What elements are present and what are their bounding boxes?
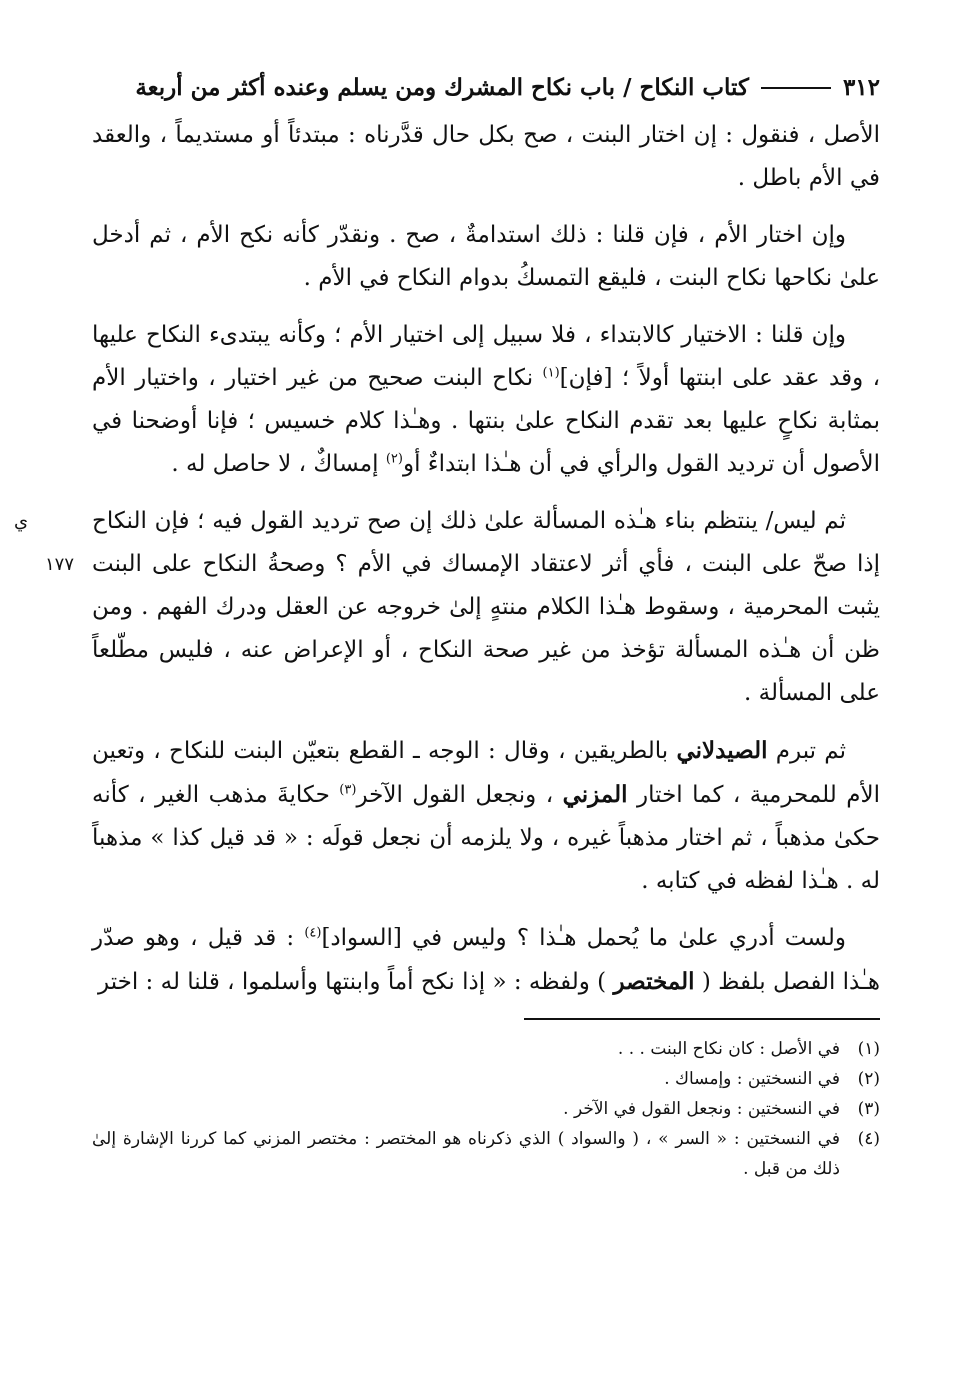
paragraph-text: ولست أدري علىٰ ما يُحمل هـٰذا ؟ وليس في [السواد]	[321, 925, 846, 951]
footnote-ref-2: (٢)	[385, 451, 403, 467]
book-page	[14, 74, 881, 1184]
footnote-separator	[524, 1018, 880, 1020]
footnote-number: (٢)	[857, 1069, 880, 1089]
footnote-text: في النسختين : « السر » ، ( والسواد ) الذي ذكرناه هو المختصر : مختصر المزني كما كررنا الإشارة إلىٰ ذلك من قبل .	[92, 1129, 840, 1179]
paragraph-text: وإن قلنا : الاختيار كالابتداء ، فلا سبيل إلى اختيار الأم ؛ وكأنه يبتدىء النكاح عليها ، وقد عقد على ابنتها أولاً ؛ [فإن]	[92, 322, 880, 391]
footnote-number: (٤)	[857, 1129, 880, 1149]
footnote-1	[92, 1034, 880, 1064]
footnote-ref-1: (١)	[542, 365, 560, 381]
paragraph-6	[92, 917, 880, 1004]
paragraph-text: نكاح البنت صحيح من غير اختيار ، واختيار الأم بمثابة نكاحٍ عليها بعد تقدم النكاح علىٰ بنتها . وهـٰذا كلام خسيس ؛ فإنا أوضحنا في الأصول أن ترديد القول والرأي في أن هـٰذا ابتداءٌ أو	[92, 365, 880, 477]
paragraph-2	[92, 214, 880, 300]
running-header	[92, 74, 880, 114]
footnote-4	[92, 1124, 880, 1184]
paragraph-text: بالطريقين ، وقال : الوجه ـ القطع بتعيّن البنت للنكاح ، وتعين الأم للمحرمية ، كما اختار	[92, 738, 881, 808]
manuscript-folio-note: ي ١٧٧	[14, 511, 74, 575]
header-title: كتاب النكاح / باب نكاح المشرك ومن يسلم وعنده أكثر من أربعة	[135, 74, 749, 101]
paragraph-1	[92, 114, 880, 200]
paragraph-text: وإن اختار الأم ، فإن قلنا : ذلك استدامةٌ ، صح . ونقدّر كأنه نكح الأم ، ثم أدخل علىٰ نكاحها نكاح البنت ، فليقع التمسكُ بدوام النكاح في الأم .	[92, 222, 880, 291]
footnote-ref-3: (٣)	[339, 782, 357, 798]
header-rule	[761, 87, 831, 89]
paragraph-4	[14, 500, 880, 715]
name-muzani: المزني	[562, 781, 628, 808]
footnote-text: في النسختين : ونجعل القول في الآخر .	[563, 1099, 840, 1119]
paragraph-5	[92, 729, 880, 903]
footnote-2	[92, 1064, 880, 1094]
paragraph-text: ثم ليس/ ينتظم بناء هـٰذه المسألة علىٰ ذلك إن صح ترديد القول فيه ؛ فإن النكاح إذا صحّ على البنت ، فأي أثر لاعتقاد الإمساك في الأم ؟ وصحةُ النكاح على البنت يثبت المحرمية ، وسقوط هـٰذا الكلام منتهٍ إلىٰ خروجه عن العقل ودرك الفهم . ومن ظن أن هـٰذه المسألة تؤخذ من غير صحة النكاح ، أو الإعراض عنه ، فليس مطّلعاً على المسألة .	[92, 508, 880, 706]
footnote-ref-4: (٤)	[304, 925, 322, 941]
paragraph-text: حكايةَ مذهب الغير ، كأنه حكىٰ مذهباً ، ثم اختار مذهباً غيره ، ولا يلزمه أن نجعل قولَه : « قد قيل كذا » مذهباً له . هـٰذا لفظه في كتابه .	[92, 782, 880, 894]
page-number: ٣١٢	[842, 74, 880, 101]
paragraph-text: ، ونجعل القول الآخر	[356, 782, 563, 808]
footnote-3	[92, 1094, 880, 1124]
paragraph-text: : قد قيل ، وهو صدّر هـٰذا الفصل بلفظ (	[92, 925, 880, 995]
footnote-text: في الأصل : كان نكاح البنت . . .	[617, 1039, 840, 1059]
footnote-text: في النسختين : وإمساك .	[664, 1069, 840, 1089]
book-title-mukhtasar: المختصر	[613, 968, 695, 995]
paragraph-text: الأصل ، فنقول : إن اختار البنت ، صح بكل حال قدَّرناه : مبتدئاً أو مستديماً ، والعقد في الأم باطل .	[92, 122, 880, 191]
footnote-number: (١)	[857, 1039, 880, 1059]
paragraph-text: ثم تبرم	[767, 738, 846, 764]
paragraph-text: ) ولفظه : « إذا نكح أماً وابنتها وأسلموا ، قلنا له : اختر	[98, 969, 614, 995]
paragraph-3	[92, 314, 880, 486]
name-saydalani: الصيدلاني	[676, 737, 768, 764]
paragraph-text: إمساكٌ ، لا حاصل له .	[171, 451, 386, 477]
footnote-number: (٣)	[857, 1099, 880, 1119]
